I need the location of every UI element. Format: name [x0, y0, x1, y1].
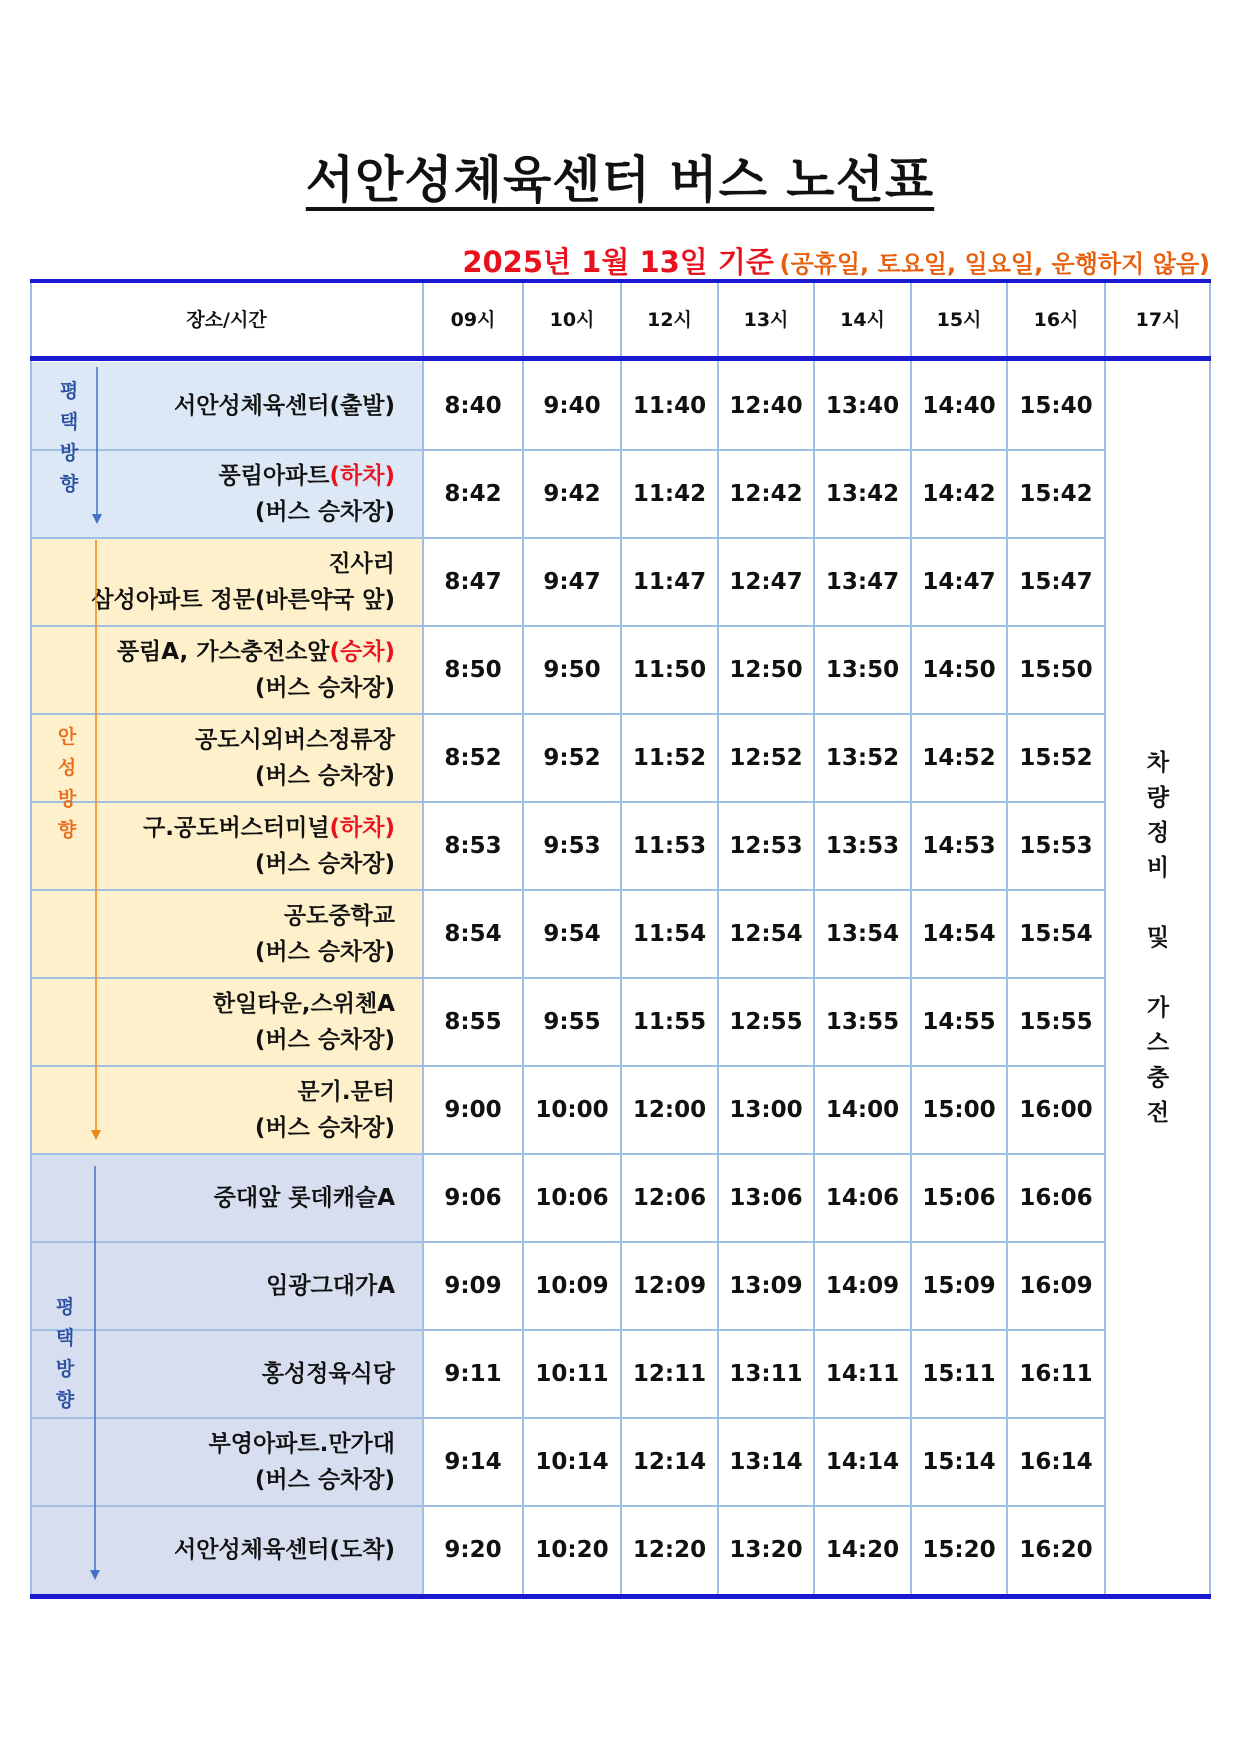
departure-time: 9:11: [444, 1361, 502, 1387]
departure-time: 9:54: [543, 921, 601, 947]
header-hour-10시: 10시: [549, 309, 595, 331]
direction-label-char: 평: [59, 380, 79, 402]
departure-time: 14:40: [922, 393, 996, 419]
departure-time: 8:53: [444, 833, 502, 859]
direction-label-char: 향: [59, 473, 79, 495]
departure-time: 16:00: [1019, 1097, 1093, 1123]
departure-time: 12:50: [729, 657, 803, 683]
departure-time: 13:53: [825, 833, 900, 859]
maintenance-note-char: 전: [1146, 1100, 1170, 1126]
subtitle: [462, 240, 1210, 281]
departure-time: 12:53: [729, 833, 803, 859]
departure-time: 11:47: [632, 569, 707, 595]
departure-time: 13:20: [729, 1537, 803, 1563]
maintenance-note-char: 비: [1146, 855, 1170, 881]
header-hour-15시: 15시: [936, 309, 982, 331]
departure-time: 8:55: [444, 1009, 502, 1035]
departure-time: 12:55: [729, 1009, 803, 1035]
maintenance-note-char: 가: [1146, 995, 1170, 1021]
departure-time: 16:11: [1019, 1361, 1093, 1387]
departure-time: 8:42: [444, 481, 502, 507]
departure-time: 9:40: [543, 393, 601, 419]
arrow-head: [92, 514, 102, 524]
departure-time: 9:50: [543, 657, 601, 683]
departure-time: 12:20: [632, 1537, 707, 1563]
maintenance-note-char: 량: [1146, 785, 1170, 811]
departure-time: 13:55: [825, 1009, 900, 1035]
direction-label-char: 방: [57, 788, 77, 810]
departure-time: 8:40: [444, 393, 502, 419]
departure-time: 13:11: [729, 1361, 803, 1387]
direction-label-char: 택: [59, 411, 79, 433]
departure-time: 15:06: [922, 1185, 996, 1211]
departure-time: 14:06: [825, 1185, 900, 1211]
departure-time: 10:14: [535, 1449, 609, 1475]
departure-time: 14:55: [922, 1009, 996, 1035]
stop-name-line2: (버스 승차장): [254, 939, 395, 965]
maintenance-note-char: 스: [1146, 1030, 1170, 1056]
page-title: 서안성체육센터 버스 노선표: [305, 151, 935, 209]
header-place-time: 장소/시간: [186, 309, 267, 331]
direction-label-char: 향: [57, 819, 77, 841]
departure-time: 9:55: [543, 1009, 601, 1035]
direction-label-char: 평: [55, 1296, 75, 1318]
arrow-head: [90, 1570, 100, 1580]
stop-name-text: 풍림아파트: [218, 463, 330, 489]
departure-time: 13:42: [825, 481, 900, 507]
operation-note: (공휴일, 토요일, 일요일, 운행하지 않음): [779, 250, 1210, 278]
departure-time: 14:11: [825, 1361, 900, 1387]
departure-time: 14:00: [825, 1097, 900, 1123]
departure-time: 9:52: [543, 745, 601, 771]
header-hour-17시: 17시: [1135, 309, 1181, 331]
departure-time: 14:20: [825, 1537, 900, 1563]
departure-time: 11:42: [632, 481, 707, 507]
maintenance-note: [1105, 746, 1211, 1131]
departure-time: 16:06: [1019, 1185, 1093, 1211]
column-border: [717, 281, 719, 1594]
stop-action-badge: (승차): [329, 639, 395, 665]
departure-time: 10:11: [535, 1361, 609, 1387]
departure-time: 9:06: [444, 1185, 502, 1211]
departure-time: 14:09: [825, 1273, 900, 1299]
direction-label-char: 방: [59, 442, 79, 464]
departure-time: 12:00: [632, 1097, 707, 1123]
stop-name-line2: (버스 승차장): [254, 675, 395, 701]
arrow-head: [91, 1130, 101, 1140]
header-hour-12시: 12시: [647, 309, 692, 331]
departure-time: 12:54: [729, 921, 803, 947]
departure-time: 15:00: [922, 1097, 996, 1123]
direction-label-char: 향: [55, 1389, 75, 1411]
departure-time: 13:54: [825, 921, 900, 947]
column-border: [910, 281, 912, 1594]
departure-time: 11:52: [632, 745, 707, 771]
departure-time: 15:53: [1019, 833, 1093, 859]
departure-time: 10:06: [535, 1185, 609, 1211]
departure-time: 15:14: [922, 1449, 996, 1475]
departure-time: 11:54: [632, 921, 707, 947]
departure-time: 15:52: [1019, 745, 1093, 771]
departure-time: 12:40: [729, 393, 803, 419]
stop-name-text: 서안성체육센터(출발): [174, 393, 395, 419]
stop-name-text: 공도시외버스정류장: [195, 727, 395, 753]
departure-time: 11:53: [632, 833, 707, 859]
departure-time: 13:09: [729, 1273, 803, 1299]
departure-time: 14:47: [922, 569, 996, 595]
departure-time: 12:47: [729, 569, 803, 595]
stop-name-text: 한일타운,스위첸A: [212, 991, 395, 1017]
stop-name-text: 홍성정육식당: [261, 1361, 395, 1387]
header-hour-13시: 13시: [743, 309, 789, 331]
stop-name-line2: (버스 승차장): [254, 763, 395, 789]
departure-time: 11:50: [632, 657, 707, 683]
departure-time: 12:06: [632, 1185, 707, 1211]
departure-time: 12:14: [632, 1449, 707, 1475]
departure-time: 15:42: [1019, 481, 1093, 507]
departure-time: 12:11: [632, 1361, 707, 1387]
blue-rule: [30, 1594, 1211, 1599]
departure-time: 13:00: [729, 1097, 803, 1123]
direction-label-char: 방: [55, 1358, 75, 1380]
departure-time: 16:20: [1019, 1537, 1093, 1563]
column-border: [620, 281, 622, 1594]
departure-time: 13:14: [729, 1449, 803, 1475]
stop-name-line2: (버스 승차장): [254, 1467, 395, 1493]
departure-time: 15:11: [922, 1361, 996, 1387]
maintenance-note-char: 충: [1146, 1065, 1170, 1091]
effective-date: 2025년 1월 13일 기준: [462, 245, 774, 279]
departure-time: 15:50: [1019, 657, 1093, 683]
departure-time: 13:52: [825, 745, 900, 771]
stop-name-text: 구.공도버스터미널: [143, 815, 330, 841]
departure-time: 8:47: [444, 569, 502, 595]
direction-label-char: 성: [57, 757, 77, 779]
stop-name-text: 풍림A, 가스충전소앞: [116, 639, 330, 665]
direction-label-char: 안: [57, 726, 77, 748]
departure-time: 13:47: [825, 569, 900, 595]
header-hour-14시: 14시: [840, 309, 885, 331]
departure-time: 15:54: [1019, 921, 1093, 947]
departure-time: 15:55: [1019, 1009, 1093, 1035]
stop-name-text: 서안성체육센터(도착): [174, 1537, 395, 1563]
departure-time: 14:14: [825, 1449, 900, 1475]
departure-time: 12:09: [632, 1273, 707, 1299]
departure-time: 15:20: [922, 1537, 996, 1563]
stop-name-text: 공도중학교: [283, 903, 395, 929]
departure-time: 14:42: [922, 481, 996, 507]
direction-label-char: 택: [55, 1327, 75, 1349]
departure-time: 9:00: [444, 1097, 502, 1123]
departure-time: 8:54: [444, 921, 502, 947]
stop-name-text: 중대앞 롯데캐슬A: [213, 1185, 395, 1211]
departure-time: 9:53: [543, 833, 601, 859]
departure-time: 8:52: [444, 745, 502, 771]
departure-time: 12:52: [729, 745, 803, 771]
departure-time: 14:52: [922, 745, 996, 771]
departure-time: 15:47: [1019, 569, 1093, 595]
departure-time: 13:06: [729, 1185, 803, 1211]
stop-action-badge: (하차): [329, 463, 395, 489]
stop-name-line2: (버스 승차장): [254, 499, 395, 525]
direction-arrows: [30, 281, 423, 1594]
stop-name-text: 임광그대가A: [266, 1273, 395, 1299]
departure-time: 14:54: [922, 921, 996, 947]
departure-time: 9:09: [444, 1273, 502, 1299]
departure-time: 9:14: [444, 1449, 502, 1475]
departure-time: 12:42: [729, 481, 803, 507]
departure-time: 14:53: [922, 833, 996, 859]
departure-time: 10:20: [535, 1537, 609, 1563]
departure-time: 15:09: [922, 1273, 996, 1299]
departure-time: 9:47: [543, 569, 601, 595]
stop-name-line2: (버스 승차장): [254, 1115, 395, 1141]
stop-action-badge: (하차): [329, 815, 395, 841]
departure-time: 9:42: [543, 481, 601, 507]
column-border: [1006, 281, 1008, 1594]
departure-time: 13:50: [825, 657, 900, 683]
column-border: [813, 281, 815, 1594]
departure-time: 16:14: [1019, 1449, 1093, 1475]
header-hour-16시: 16시: [1033, 309, 1079, 331]
stop-name-line2: (버스 승차장): [254, 851, 395, 877]
maintenance-note-char: 및: [1146, 925, 1170, 951]
stop-name-text: 문기.문터: [297, 1079, 395, 1105]
departure-time: 11:40: [632, 393, 707, 419]
departure-time: 9:20: [444, 1537, 502, 1563]
maintenance-note-char: 정: [1146, 820, 1170, 846]
departure-time: 16:09: [1019, 1273, 1093, 1299]
stop-name-line2: 삼성아파트 정문(바른약국 앞): [91, 587, 395, 613]
departure-time: 11:55: [632, 1009, 707, 1035]
column-border: [522, 281, 524, 1594]
stop-name-line2: (버스 승차장): [254, 1027, 395, 1053]
maintenance-note-char: 차: [1146, 750, 1170, 776]
departure-time: 8:50: [444, 657, 502, 683]
departure-time: 10:09: [535, 1273, 609, 1299]
stop-name-text: 부영아파트.만가대: [208, 1431, 395, 1457]
stop-name-text: 진사리: [328, 551, 395, 577]
header-hour-09시: 09시: [450, 309, 496, 331]
departure-time: 13:40: [825, 393, 900, 419]
bus-timetable: [30, 281, 1211, 1592]
departure-time: 10:00: [535, 1097, 609, 1123]
departure-time: 15:40: [1019, 393, 1093, 419]
departure-time: 14:50: [922, 657, 996, 683]
